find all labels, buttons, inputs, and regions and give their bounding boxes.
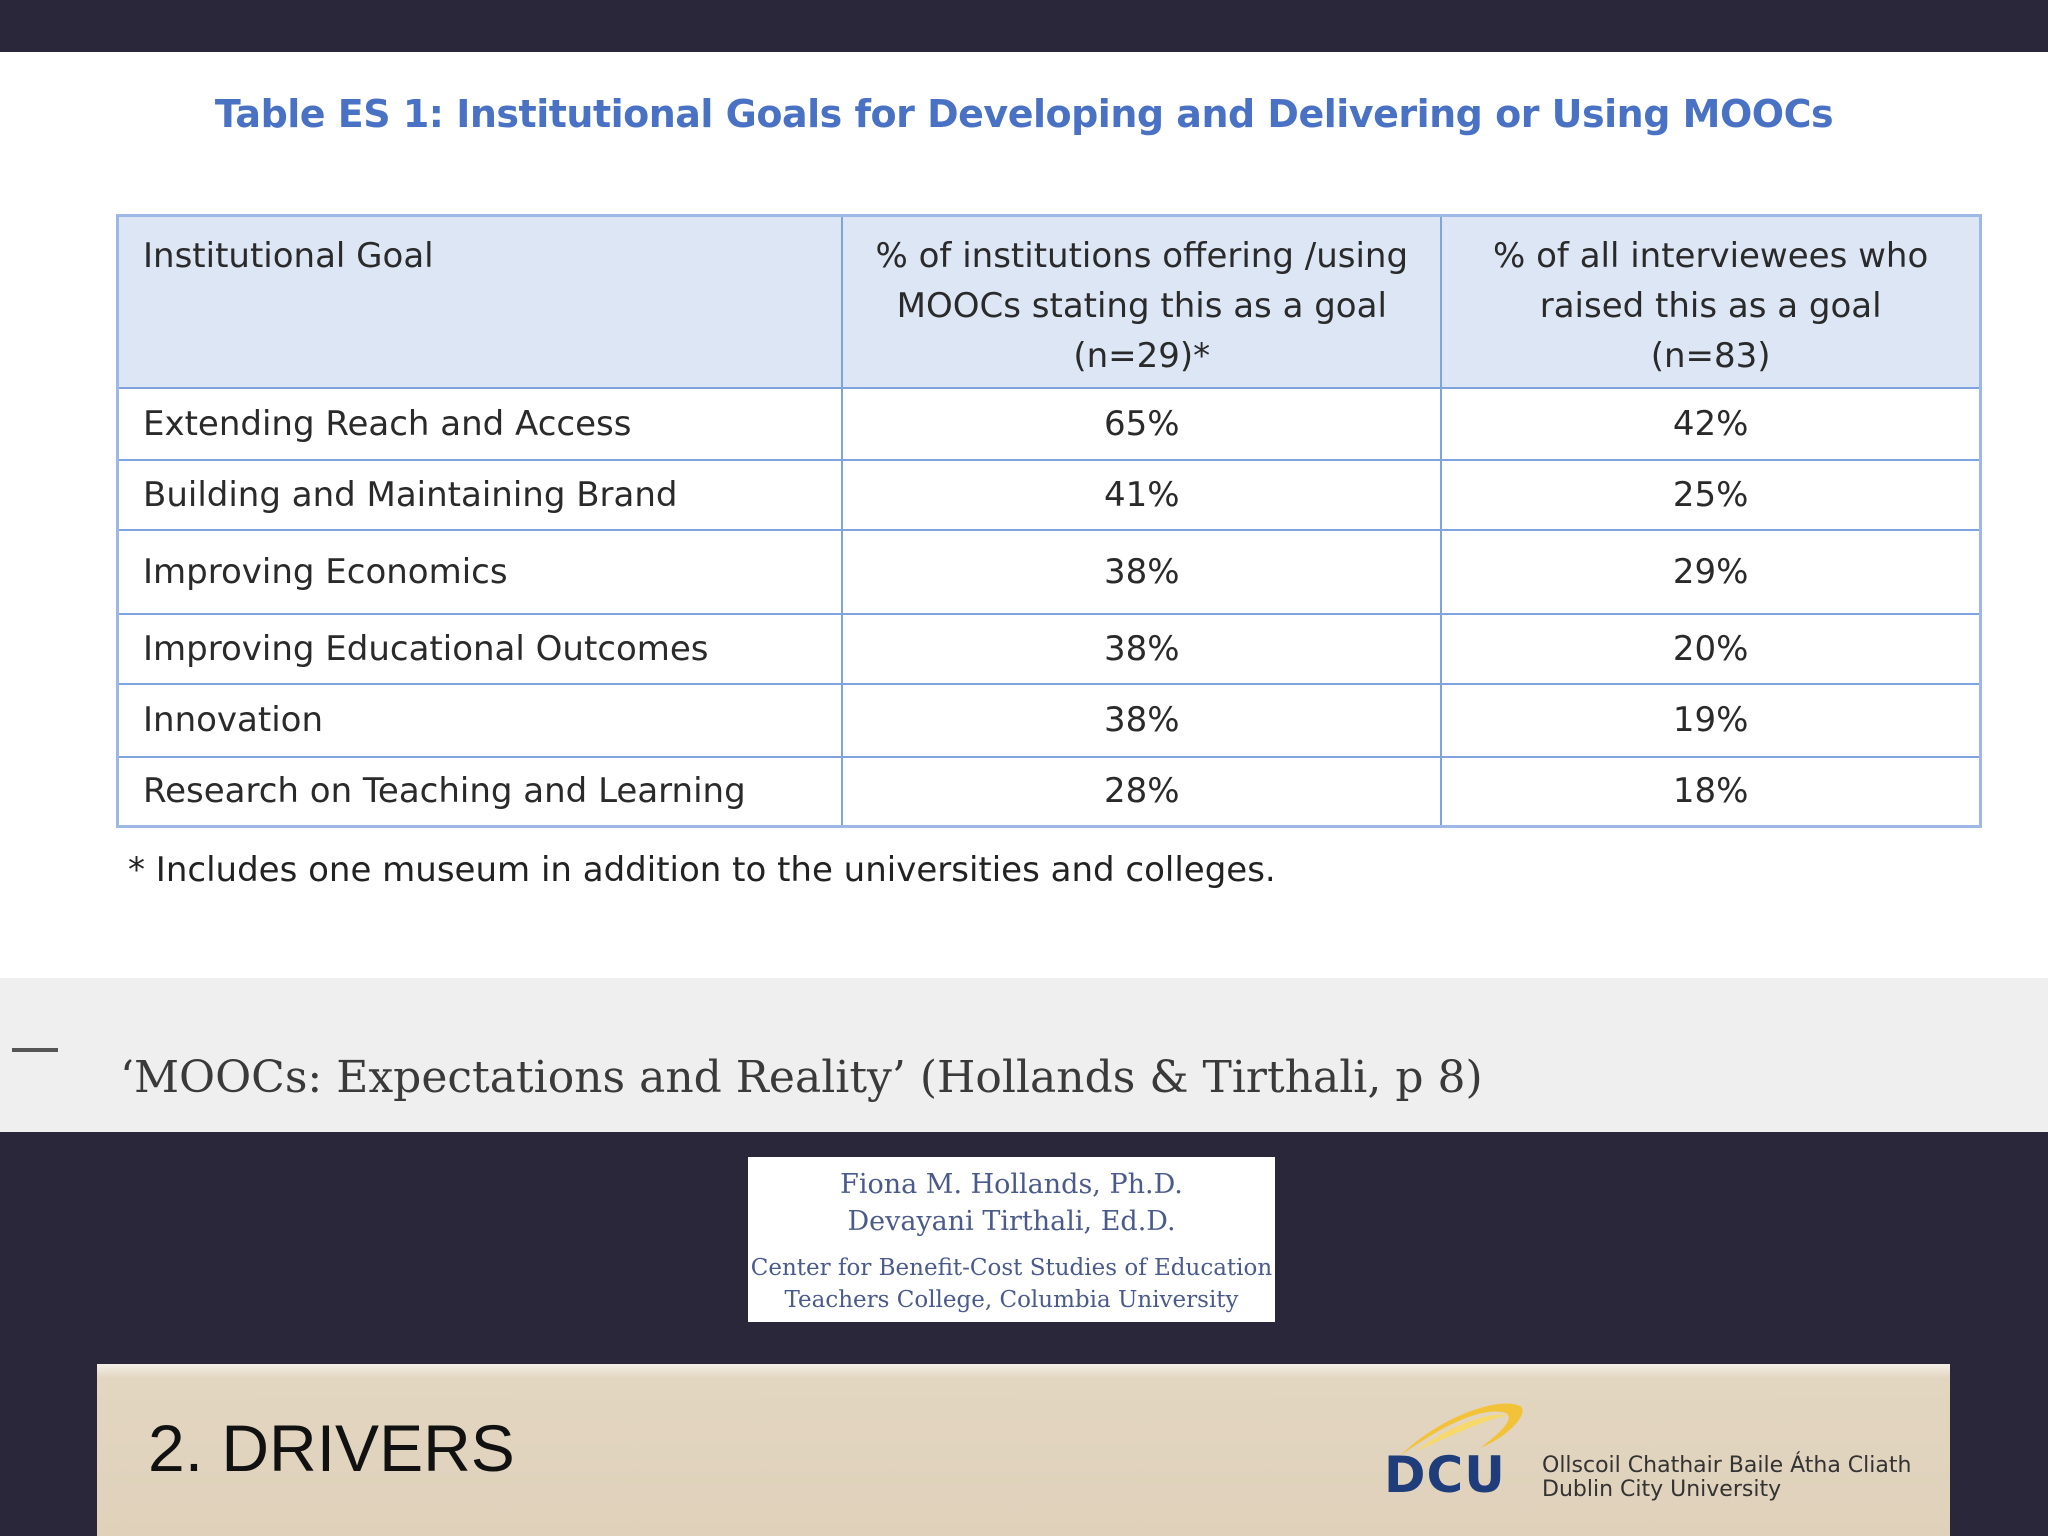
- interviewees-cell: 20%: [1441, 614, 1980, 684]
- interviewees-cell: 42%: [1441, 388, 1980, 460]
- header-goal-label: Institutional Goal: [143, 236, 434, 276]
- goal-cell: Research on Teaching and Learning: [118, 757, 843, 827]
- table-row: [118, 614, 1981, 684]
- table-row: [118, 388, 1981, 460]
- institutions-cell: 38%: [842, 530, 1441, 614]
- goal-cell: Improving Economics: [118, 530, 843, 614]
- table-row: [118, 757, 1981, 827]
- header-interviewees-line3: (n=83): [1650, 336, 1771, 376]
- author-name-2: Devayani Tirthali, Ed.D.: [847, 1206, 1176, 1237]
- goal-cell: Extending Reach and Access: [118, 388, 843, 460]
- table-title: Table ES 1: Institutional Goals for Developing and Delivering or Using MOOCs: [214, 92, 1834, 136]
- table-row: [118, 684, 1981, 757]
- header-institutions-line2: MOOCs stating this as a goal: [896, 286, 1387, 326]
- header-institutions-pct: [842, 216, 1441, 388]
- dcu-logo-text: DCU: [1384, 1446, 1506, 1504]
- table-footnote: * Includes one museum in addition to the universities and colleges.: [128, 850, 1276, 890]
- header-institutional-goal: [118, 216, 843, 388]
- source-citation: ‘MOOCs: Expectations and Reality’ (Hollands & Tirthali, p 8): [120, 1052, 1483, 1103]
- section-title: 2. DRIVERS: [148, 1411, 515, 1485]
- institutions-cell: 38%: [842, 684, 1441, 757]
- table-row: [118, 460, 1981, 530]
- university-name-irish: Ollscoil Chathair Baile Átha Cliath: [1542, 1453, 1912, 1478]
- interviewees-cell: 29%: [1441, 530, 1980, 614]
- header-interviewees-pct: [1441, 216, 1980, 388]
- table-header-row: [118, 216, 1981, 388]
- author-card: [748, 1157, 1275, 1322]
- institutions-cell: 41%: [842, 460, 1441, 530]
- header-institutions-line3: (n=29)*: [1073, 336, 1211, 376]
- author-institution-2: Teachers College, Columbia University: [784, 1287, 1239, 1313]
- interviewees-cell: 25%: [1441, 460, 1980, 530]
- institutions-cell: 28%: [842, 757, 1441, 827]
- header-interviewees-line2: raised this as a goal: [1539, 286, 1882, 326]
- header-interviewees-line1: % of all interviewees who: [1493, 236, 1929, 276]
- university-name-english: Dublin City University: [1542, 1477, 1782, 1502]
- table-row: [118, 530, 1981, 614]
- goals-table: [116, 214, 1982, 828]
- interviewees-cell: 18%: [1441, 757, 1980, 827]
- goal-cell: Improving Educational Outcomes: [118, 614, 843, 684]
- author-institution-1: Center for Benefit-Cost Studies of Education: [750, 1255, 1273, 1281]
- institutions-cell: 38%: [842, 614, 1441, 684]
- goal-cell: Innovation: [118, 684, 843, 757]
- quote-dash: [12, 1048, 58, 1052]
- header-institutions-line1: % of institutions offering /using: [875, 236, 1409, 276]
- interviewees-cell: 19%: [1441, 684, 1980, 757]
- institutions-cell: 65%: [842, 388, 1441, 460]
- goal-cell: Building and Maintaining Brand: [118, 460, 843, 530]
- author-name-1: Fiona M. Hollands, Ph.D.: [840, 1169, 1183, 1200]
- top-band: [0, 0, 2048, 52]
